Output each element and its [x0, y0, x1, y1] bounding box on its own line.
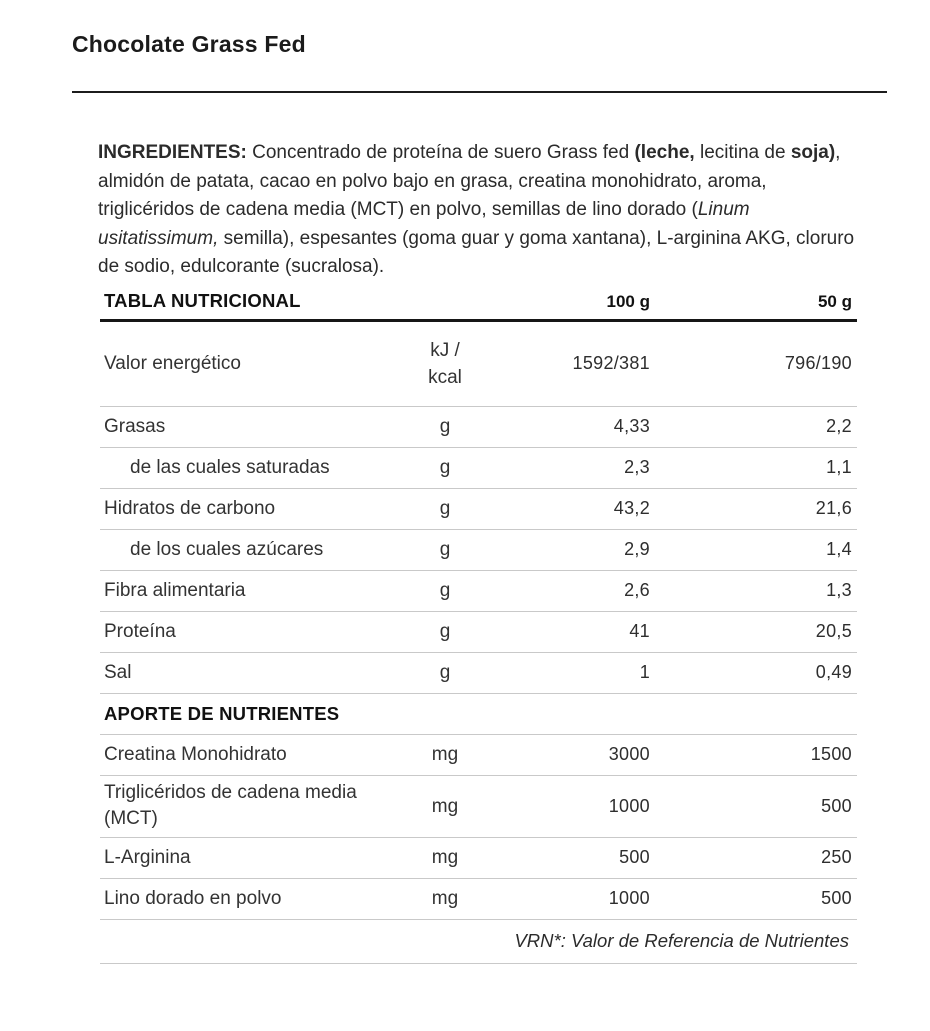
nutrient-unit: g — [439, 457, 451, 479]
value-per-50g: 796/190 — [784, 353, 852, 374]
value-per-100g: 2,3 — [624, 457, 650, 478]
ingredients-text-segment: soja) — [790, 142, 836, 163]
nutrient-row — [100, 735, 857, 776]
nutrient-row — [100, 322, 857, 407]
nutrient-name: de los cuales azúcares — [130, 538, 324, 560]
nutrient-name: Valor energético — [104, 352, 241, 374]
nutrient-row — [100, 448, 857, 489]
value-per-100g: 1000 — [608, 795, 650, 816]
nutrient-name: Sal — [104, 661, 132, 683]
nutrient-row — [100, 612, 857, 653]
value-per-100g: 4,33 — [613, 416, 650, 437]
ingredients-text-segment: semilla), espesantes (goma guar y goma xantana), L-arginina AKG, cloruro de sodio, edulcorante (sucralosa). — [98, 227, 855, 278]
title-divider — [72, 91, 887, 93]
table-section-header-row — [100, 694, 857, 735]
nutrient-unit: g — [439, 662, 451, 684]
nutrient-row — [100, 571, 857, 612]
value-per-50g: 1500 — [810, 744, 852, 765]
value-per-50g: 1,1 — [826, 457, 852, 478]
nutrient-name: L-Arginina — [104, 846, 191, 868]
nutrient-name: Grasas — [104, 415, 166, 437]
nutrient-row — [100, 776, 857, 838]
nutrient-name: Lino dorado en polvo — [104, 887, 282, 909]
value-per-100g: 3000 — [608, 744, 650, 765]
value-per-50g: 2,2 — [826, 416, 852, 437]
value-per-50g: 250 — [821, 847, 852, 868]
value-per-50g: 500 — [821, 795, 852, 816]
nutrient-name: Creatina Monohidrato — [104, 743, 287, 765]
nutrient-unit: g — [439, 621, 451, 643]
value-per-50g: 20,5 — [815, 621, 852, 642]
ingredients-text-segment: Concentrado de proteína de suero Grass fed — [252, 142, 635, 163]
column-header-50g: 50 g — [817, 291, 852, 311]
value-per-50g: 1,3 — [826, 580, 852, 601]
ingredients-text-segment: lecitina de — [694, 142, 791, 163]
nutrient-row — [100, 489, 857, 530]
nutrition-table — [100, 288, 857, 964]
value-per-100g: 1592/381 — [572, 353, 650, 374]
section-title: APORTE DE NUTRIENTES — [104, 702, 340, 724]
nutrient-unit: g — [439, 498, 451, 520]
nutrient-row — [100, 838, 857, 879]
nutrient-unit: g — [439, 416, 451, 438]
nutrient-unit: mg — [431, 847, 459, 869]
nutrient-name: Hidratos de carbono — [104, 497, 276, 519]
nutrient-row — [100, 879, 857, 920]
nutrient-row — [100, 530, 857, 571]
nutrient-unit: g — [439, 580, 451, 602]
nutrient-unit: kJ / kcal — [428, 339, 462, 388]
nutrition-table-body — [100, 322, 857, 920]
nutrient-unit: g — [439, 539, 451, 561]
value-per-100g: 1000 — [608, 888, 650, 909]
nutrition-table-header — [100, 288, 857, 322]
value-per-100g: 43,2 — [613, 498, 650, 519]
value-per-50g: 500 — [821, 888, 852, 909]
nutrient-unit: mg — [431, 888, 459, 910]
value-per-100g: 2,6 — [624, 580, 650, 601]
value-per-100g: 1 — [639, 662, 650, 683]
nutrient-unit: mg — [431, 744, 459, 766]
ingredients-text-segment: , almidón de patata, cacao en polvo bajo en grasa, creatina monohidrato, aroma, triglicéridos de cadena media (MCT) en polvo, semillas de lino dorado ( — [98, 142, 841, 221]
product-nutrition-label — [0, 31, 930, 1031]
value-per-50g: 0,49 — [815, 662, 852, 683]
ingredients-text-segment: INGREDIENTES: — [98, 142, 253, 163]
column-header-100g: 100 g — [606, 291, 650, 311]
nutrient-row — [100, 407, 857, 448]
value-per-50g: 1,4 — [826, 539, 852, 560]
value-per-100g: 2,9 — [624, 539, 650, 560]
ingredients-text-segment: Linum usitatissimum, — [98, 199, 750, 249]
nutrient-name: Triglicéridos de cadena media (MCT) — [104, 782, 357, 830]
vrn-footnote: VRN*: Valor de Referencia de Nutrientes — [514, 930, 849, 952]
ingredients-text-segment: (leche, — [634, 142, 695, 163]
ingredients-paragraph — [98, 139, 857, 282]
value-per-50g: 21,6 — [815, 498, 852, 519]
value-per-100g: 41 — [629, 621, 650, 642]
page-title: Chocolate Grass Fed — [72, 31, 306, 57]
table-title: TABLA NUTRICIONAL — [104, 289, 301, 311]
value-per-100g: 500 — [619, 847, 650, 868]
table-footnote-row — [100, 920, 857, 964]
nutrient-row — [100, 653, 857, 694]
nutrient-name: de las cuales saturadas — [130, 456, 330, 478]
nutrient-unit: mg — [431, 795, 459, 817]
nutrient-name: Fibra alimentaria — [104, 579, 246, 601]
nutrient-name: Proteína — [104, 620, 176, 642]
